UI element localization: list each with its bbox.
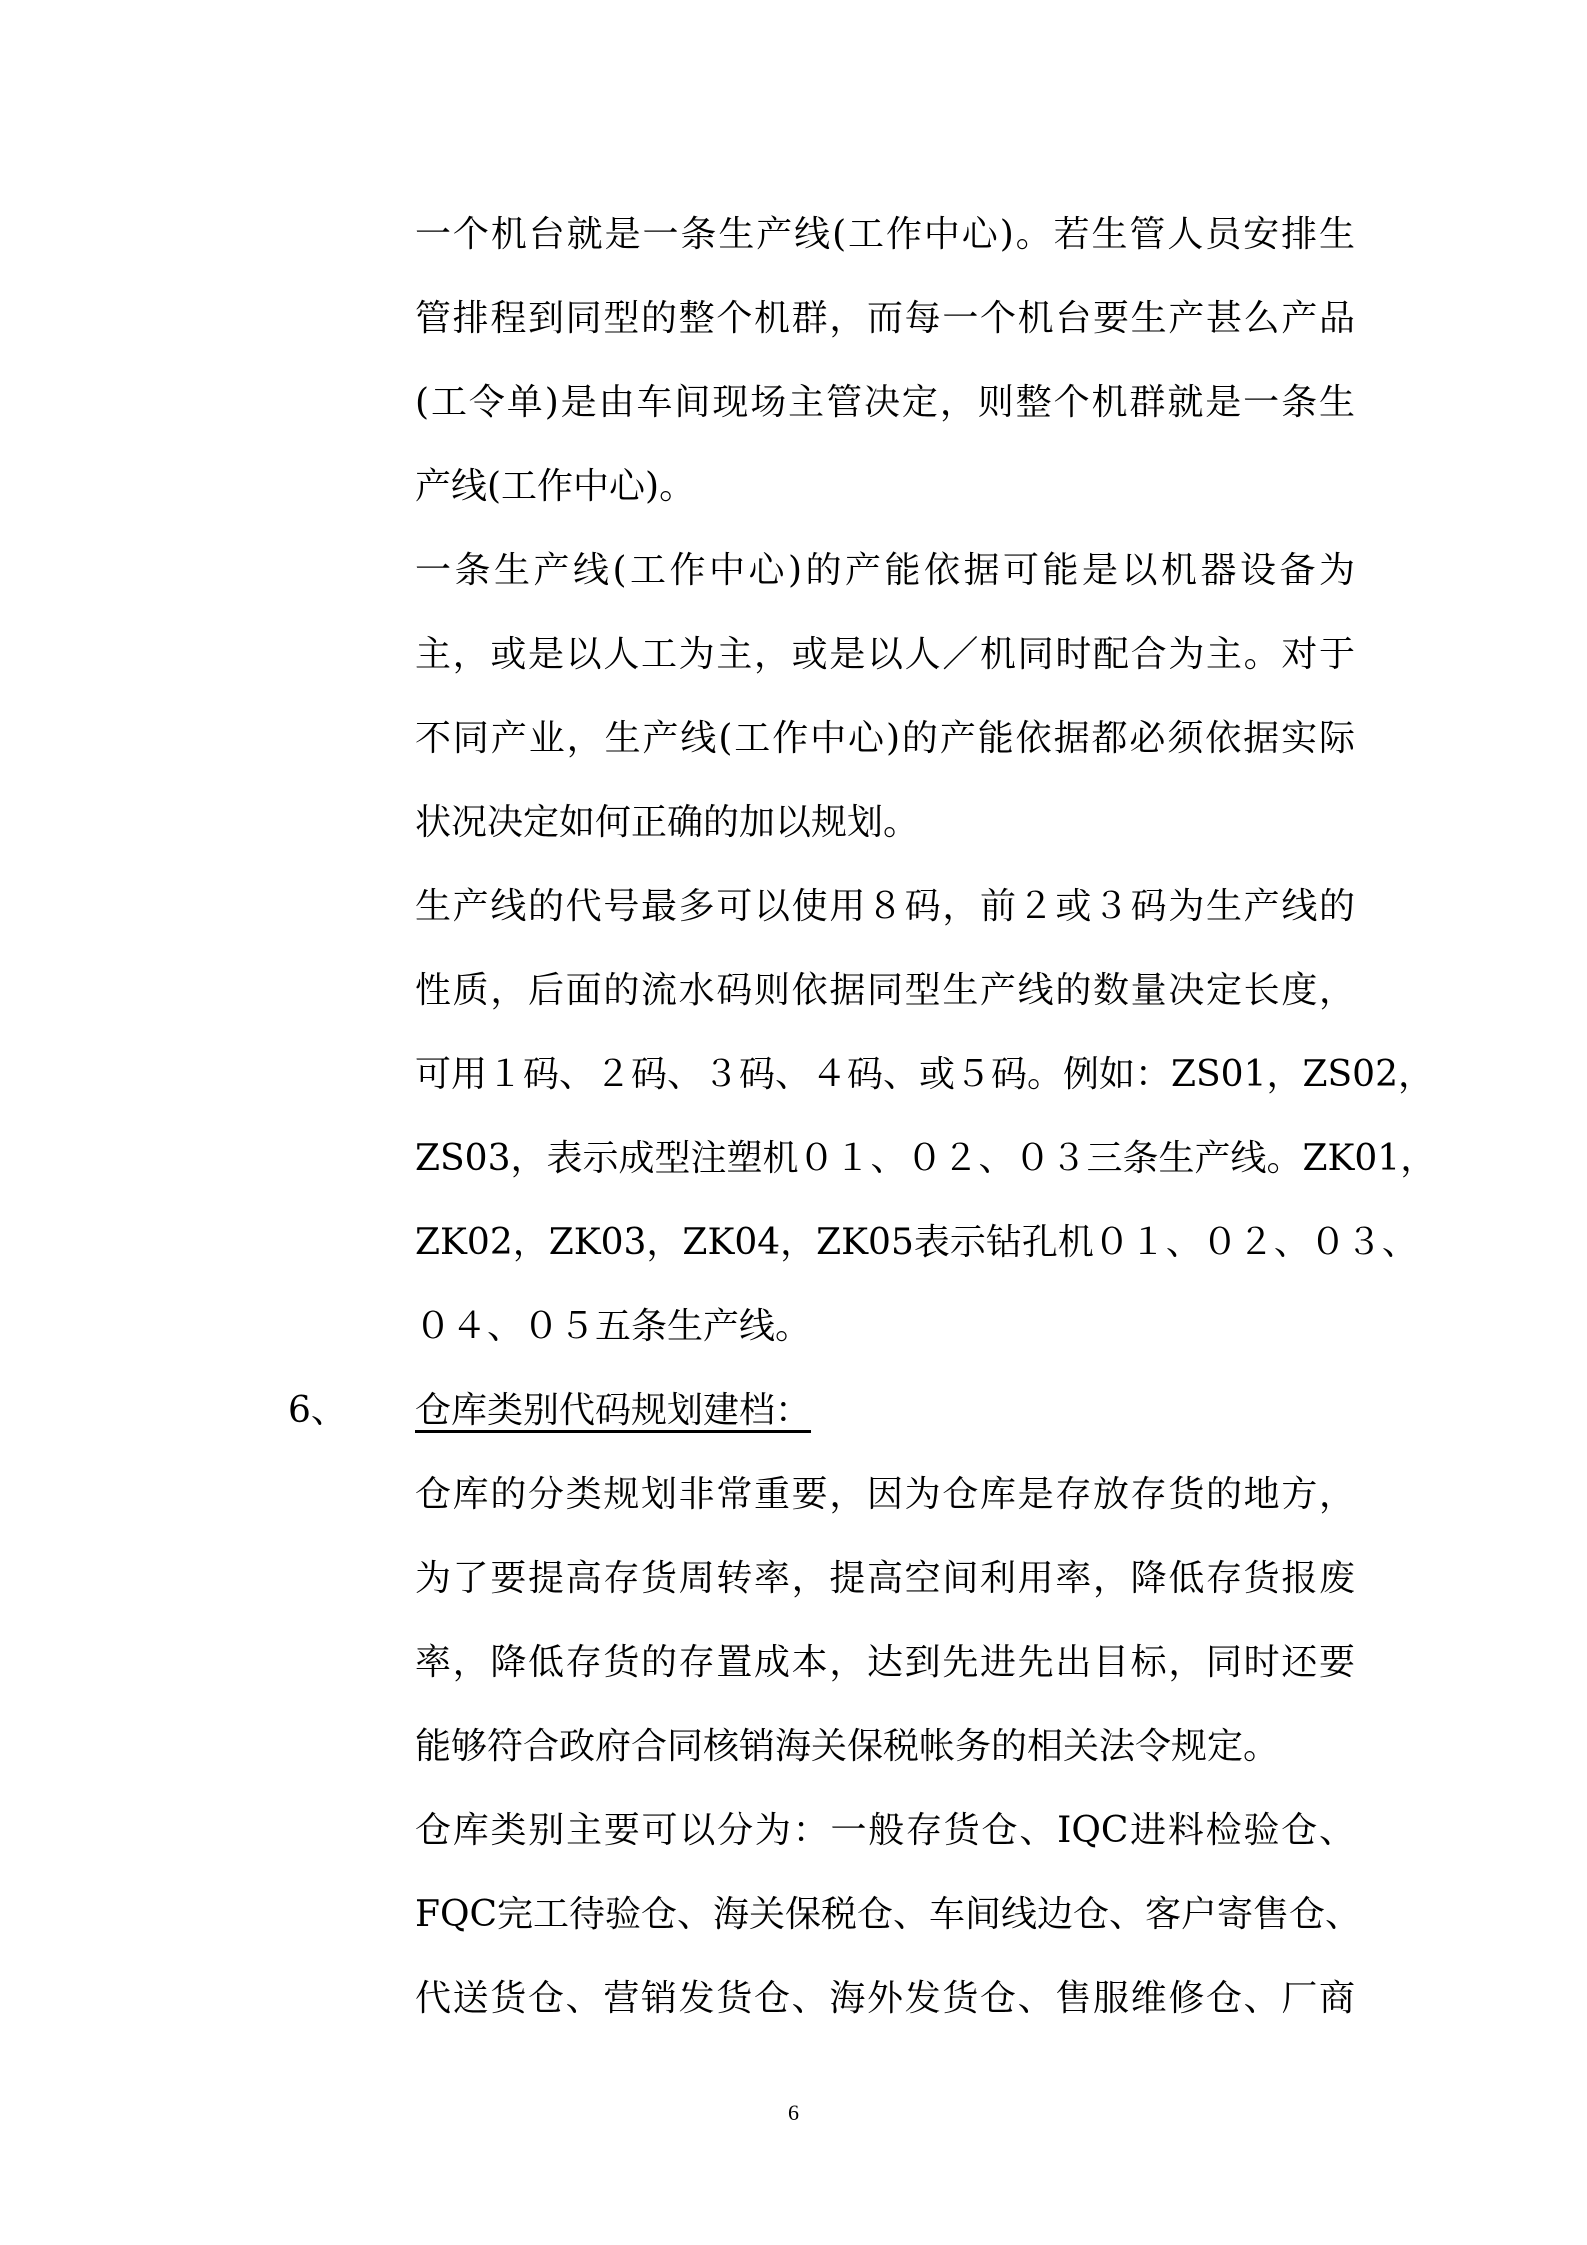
text-line: 一条生产线(工作中心)的产能依据可能是以机器设备为	[415, 550, 1355, 591]
body-text	[288, 193, 1437, 2041]
text-line: 管排程到同型的整个机群，而每一个机台要生产甚么产品	[415, 298, 1355, 339]
text-line: ０４、０５五条生产线。	[415, 1306, 812, 1347]
text-line: 代送货仓、营销发货仓、海外发货仓、售服维修仓、厂商	[415, 1978, 1355, 2019]
text-line: 状况决定如何正确的加以规划。	[415, 802, 920, 843]
text-line: ZK02，ZK03，ZK04，ZK05表示钻孔机０１、０２、０３、	[415, 1222, 1418, 1263]
text-line: 率，降低存货的存置成本，达到先进先出目标，同时还要	[415, 1642, 1355, 1683]
text-line: 生产线的代号最多可以使用８码，前２或３码为生产线的	[415, 886, 1355, 927]
text-line: 能够符合政府合同核销海关保税帐务的相关法令规定。	[415, 1726, 1280, 1767]
text-line: (工令单)是由车间现场主管决定，则整个机群就是一条生	[415, 382, 1355, 423]
text-line: 产线(工作中心)。	[415, 466, 696, 507]
text-line: 主，或是以人工为主，或是以人／机同时配合为主。对于	[415, 634, 1355, 675]
text-line: ZS03，表示成型注塑机０１、０２、０３三条生产线。ZK01，	[415, 1138, 1437, 1179]
text-line: 一个机台就是一条生产线(工作中心)。若生管人员安排生	[415, 214, 1355, 255]
section-number: 6、	[288, 1390, 347, 1431]
text-line: 不同产业，生产线(工作中心)的产能依据都必须依据实际	[415, 718, 1355, 759]
section-title: 仓库类别代码规划建档：	[415, 1390, 812, 1431]
text-line: 仓库类别主要可以分为：一般存货仓、IQC进料检验仓、	[415, 1810, 1355, 1851]
page-number: 6	[788, 2100, 799, 2125]
text-line: 为了要提高存货周转率，提高空间利用率，降低存货报废	[415, 1558, 1355, 1599]
section-heading	[288, 1369, 1355, 1453]
text-line: 仓库的分类规划非常重要，因为仓库是存放存货的地方，	[415, 1474, 1355, 1515]
text-line: 可用１码、２码、３码、４码、或５码。例如：ZS01，ZS02，	[415, 1054, 1434, 1095]
text-line: 性质，后面的流水码则依据同型生产线的数量决定长度，	[415, 970, 1355, 1011]
text-line: FQC完工待验仓、海关保税仓、车间线边仓、客户寄售仓、	[415, 1894, 1362, 1935]
